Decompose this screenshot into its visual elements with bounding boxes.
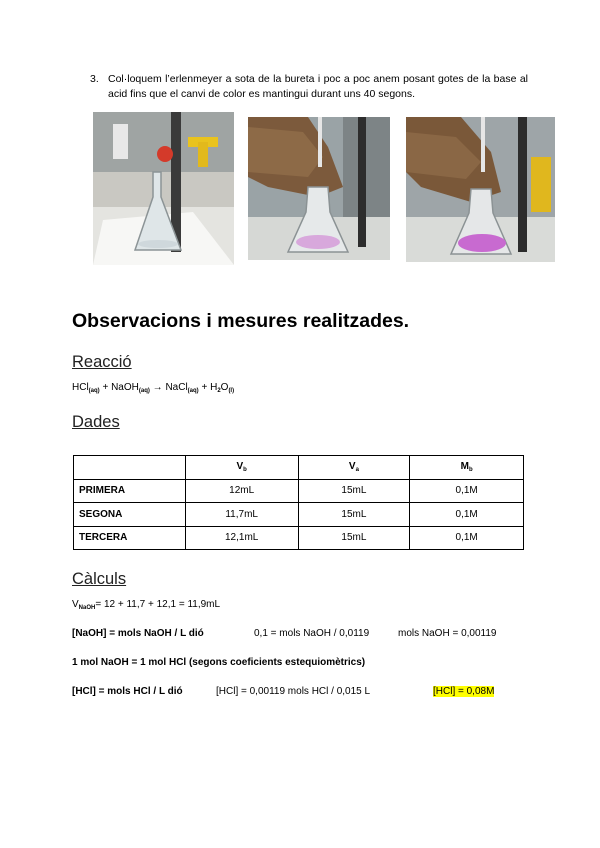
avg-v: V [72, 599, 79, 610]
eq-nacl: NaCl [165, 382, 188, 393]
photo-flask-setup [93, 112, 234, 265]
naoh-formula: [NaOH] = mols NaOH / L dió [72, 628, 204, 639]
cell-mb: 0,1M [410, 479, 524, 503]
naoh-result: mols NaOH = 0,00119 [398, 628, 497, 639]
table-header-mb: $M_b$ [410, 456, 524, 480]
table-header-row [74, 456, 524, 480]
eq-nacl-state: (aq) [187, 388, 199, 394]
row-label: SEGONA [74, 503, 186, 527]
row-label: PRIMERA [74, 479, 186, 503]
eq-naoh-state: (aq) [138, 388, 150, 394]
section-title: Observacions i mesures realitzades. [72, 310, 410, 332]
cell-vb: 12mL [185, 479, 298, 503]
cell-vb: 11,7mL [185, 503, 298, 527]
eq-h2o-state: (l) [228, 388, 235, 394]
hcl-result-highlight: [HCl] = 0,08M [433, 686, 495, 697]
table-row [74, 526, 524, 550]
eq-arrow: → [149, 382, 166, 393]
eq-o: O [220, 382, 229, 393]
cell-vb: 12,1mL [185, 526, 298, 550]
table-row [74, 503, 524, 527]
cell-mb: 0,1M [410, 526, 524, 550]
eq-h2-sub: 2 [217, 388, 221, 394]
cell-va: 15mL [298, 503, 410, 527]
naoh-substitution: 0,1 = mols NaOH / 0,0119 [254, 628, 370, 639]
calculs-heading: Càlculs [72, 570, 127, 588]
step-number: 3. [90, 73, 99, 85]
eq-h: H [210, 382, 218, 393]
dades-heading: Dades [72, 413, 120, 431]
table-header-va: $V_a$ [298, 456, 410, 480]
average-volume [72, 599, 220, 611]
stoichiometry-note: 1 mol NaOH = 1 mol HCl (segons coeficients estequiomètrics) [72, 657, 366, 668]
table-row [74, 479, 524, 503]
reaccio-heading: Reacció [72, 353, 132, 371]
table-header-empty [74, 456, 186, 480]
table-header-vb: $V_b$ [185, 456, 298, 480]
cell-va: 15mL [298, 479, 410, 503]
row-label: TERCERA [74, 526, 186, 550]
cell-va: 15mL [298, 526, 410, 550]
hcl-substitution: [HCl] = 0,00119 mols HCl / 0,015 L [216, 686, 371, 697]
avg-sub: NaOH [78, 605, 96, 611]
reaction-equation [72, 382, 234, 394]
eq-naoh: NaOH [111, 382, 139, 393]
hcl-result [433, 686, 494, 697]
eq-hcl-state: (aq) [88, 388, 100, 394]
avg-rest: = 12 + 11,7 + 12,1 = 11,9mL [95, 599, 221, 610]
cell-mb: 0,1M [410, 503, 524, 527]
eq-plus: + [198, 382, 211, 393]
eq-plus: + [99, 382, 112, 393]
photo-titration-start [248, 117, 390, 260]
photo-titration-endpoint [406, 117, 555, 262]
data-table [73, 455, 524, 550]
step-text: Col·loquem l’erlenmeyer a sota de la bureta i poc a poc anem posant gotes de la base al acid fins que el canvi de color es mantingui durant uns 40 segons. [108, 73, 528, 100]
eq-hcl: HCl [72, 382, 89, 393]
hcl-formula: [HCl] = mols HCl / L dió [72, 686, 183, 697]
